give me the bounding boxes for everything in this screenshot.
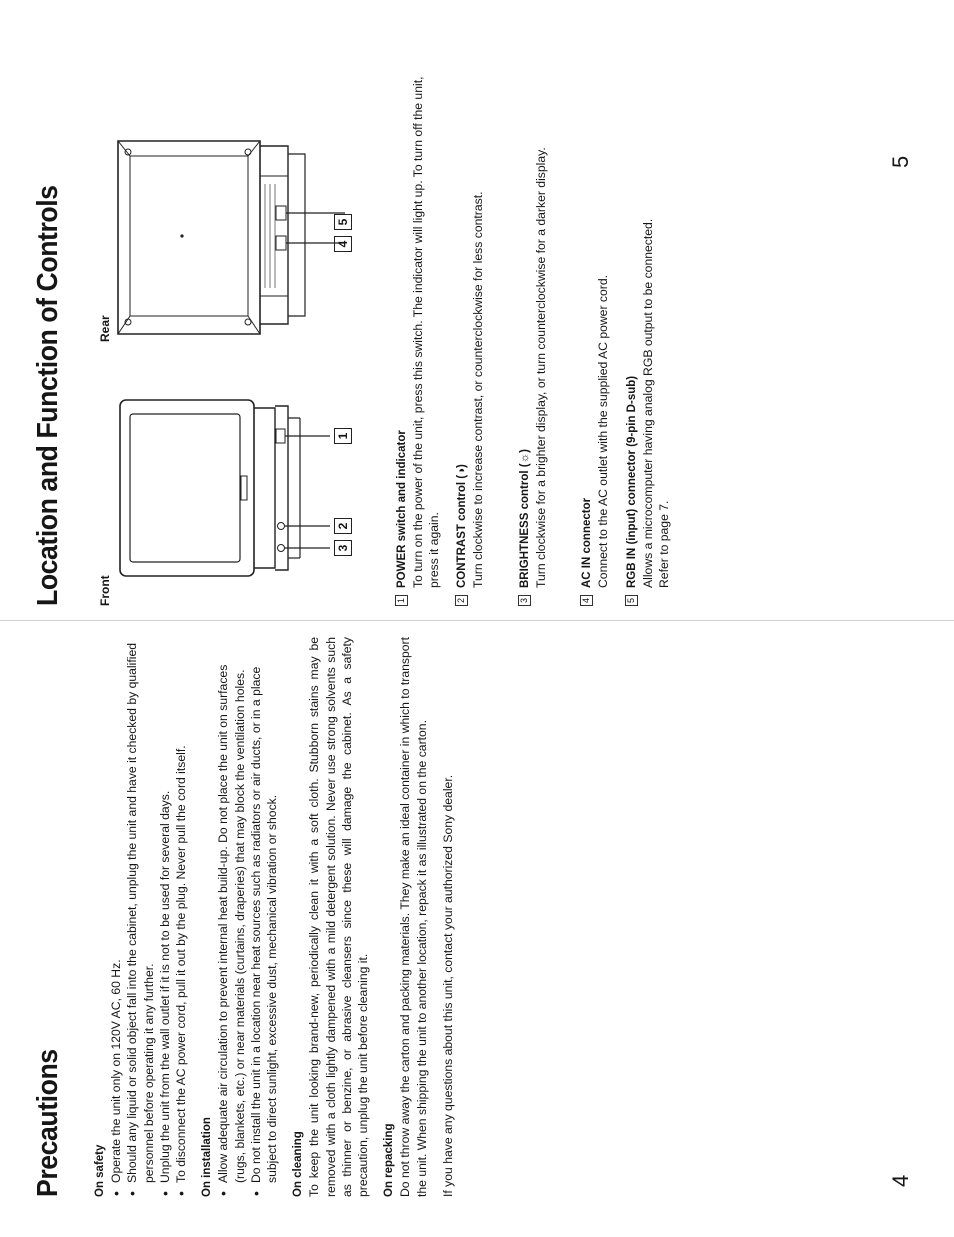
cleaning-heading: On cleaning xyxy=(292,1131,305,1197)
item-text-4: Connect to the AC outlet with the supplied AC power cord. xyxy=(596,275,611,588)
repacking-heading: On repacking xyxy=(383,1123,396,1197)
item-number-1: 1 xyxy=(395,595,408,606)
front-badge-2: 2 xyxy=(334,518,352,534)
repacking-text: Do not throw away the carton and packing materials. They make an ideal container in which to transport the unit. When shipping the unit to another location, repack it as illustrated on the carton. xyxy=(398,637,429,1197)
front-label: Front xyxy=(98,575,112,606)
rear-badge-5: 5 xyxy=(334,214,352,230)
front-badge-1: 1 xyxy=(334,428,352,444)
control-item-4 xyxy=(579,46,611,606)
control-item-1 xyxy=(394,46,443,606)
item-title-3: BRIGHTNESS control (☼) xyxy=(519,449,531,588)
safety-section xyxy=(92,637,456,1197)
front-badge-3: 3 xyxy=(334,540,352,556)
controls-list xyxy=(394,46,694,606)
item-number-3: 3 xyxy=(518,595,531,606)
installation-heading: On installation xyxy=(201,1117,214,1197)
rear-monitor-diagram xyxy=(110,124,365,346)
control-item-5 xyxy=(624,46,673,606)
item-title-1: POWER switch and indicator xyxy=(396,430,408,588)
page-4 xyxy=(0,619,954,1237)
page-5 xyxy=(0,0,954,618)
control-item-2 xyxy=(454,46,486,606)
page-number-4: 4 xyxy=(888,1174,913,1187)
page-number-5: 5 xyxy=(888,155,913,168)
safety-bullet-1: • Operate the unit only on 120V AC, 60 Hz. xyxy=(108,637,124,1197)
safety-bullet-3: • Unplug the unit from the wall outlet if it is not to be used for several days. xyxy=(157,637,173,1197)
front-monitor-diagram xyxy=(110,388,375,588)
item-number-5: 5 xyxy=(625,595,638,606)
item-number-4: 4 xyxy=(580,595,593,606)
item-text-2: Turn clockwise to increase contrast, or counterclockwise for less contrast. xyxy=(471,191,486,588)
item-text-5: Allows a microcomputer having analog RGB output to be connected. xyxy=(641,218,656,588)
rear-badge-4: 4 xyxy=(334,236,352,252)
item-text-3: Turn clockwise for a brighter display, or turn counterclockwise for a darker display. xyxy=(534,147,549,588)
safety-bullet-2: • Should any liquid or solid object fall into the cabinet, unplug the unit and have it checked by qualified personnel before operating it any further. xyxy=(124,637,156,1197)
item-text-1: To turn on the power of the unit, press this switch. The indicator will light up. To turn off the unit, press it again. xyxy=(411,76,442,588)
installation-list xyxy=(215,637,280,1197)
rear-label: Rear xyxy=(98,315,112,342)
item-text-5-ref: Refer to page 7. xyxy=(657,500,672,588)
item-title-2: CONTRAST control (◑) xyxy=(456,464,468,588)
item-title-4: AC IN connector xyxy=(581,497,593,588)
safety-list xyxy=(108,637,189,1197)
item-number-2: 2 xyxy=(455,595,468,606)
safety-bullet-4: • To disconnect the AC power cord, pull it out by the plug. Never pull the cord itself. xyxy=(173,637,189,1197)
item-title-5: RGB IN (input) connector (9-pin D-sub) xyxy=(626,375,638,588)
page-divider xyxy=(0,620,954,621)
precautions-title: Precautions xyxy=(32,1049,64,1197)
safety-heading: On safety xyxy=(94,1144,106,1197)
cleaning-text: To keep the unit looking brand-new, periodically clean it with a soft cloth. Stubborn stains may be removed with a cloth lightly dampened with a mild detergent solution. Never use strong solvents such as thinner or benzine, or abrasive cleansers since these will damage the cabinet. As a safety precaution, unplug the unit before cleaning it. xyxy=(307,637,371,1197)
installation-bullet-1: • Allow adequate air circulation to prevent internal heat build-up. Do not place the unit on surfaces (rugs, blankets, etc.) or near materials (curtains, draperies) that may block the ventilation holes. xyxy=(215,637,247,1197)
closing-text: If you have any questions about this unit, contact your authorized Sony dealer. xyxy=(440,774,455,1197)
controls-title: Location and Function of Controls xyxy=(32,185,64,606)
installation-bullet-2: • Do not install the unit in a location near heat sources such as radiators or air ducts, or in a place subject to direct sunlight, excessive dust, mechanical vibration or shock. xyxy=(248,637,280,1197)
control-item-3 xyxy=(517,46,549,606)
